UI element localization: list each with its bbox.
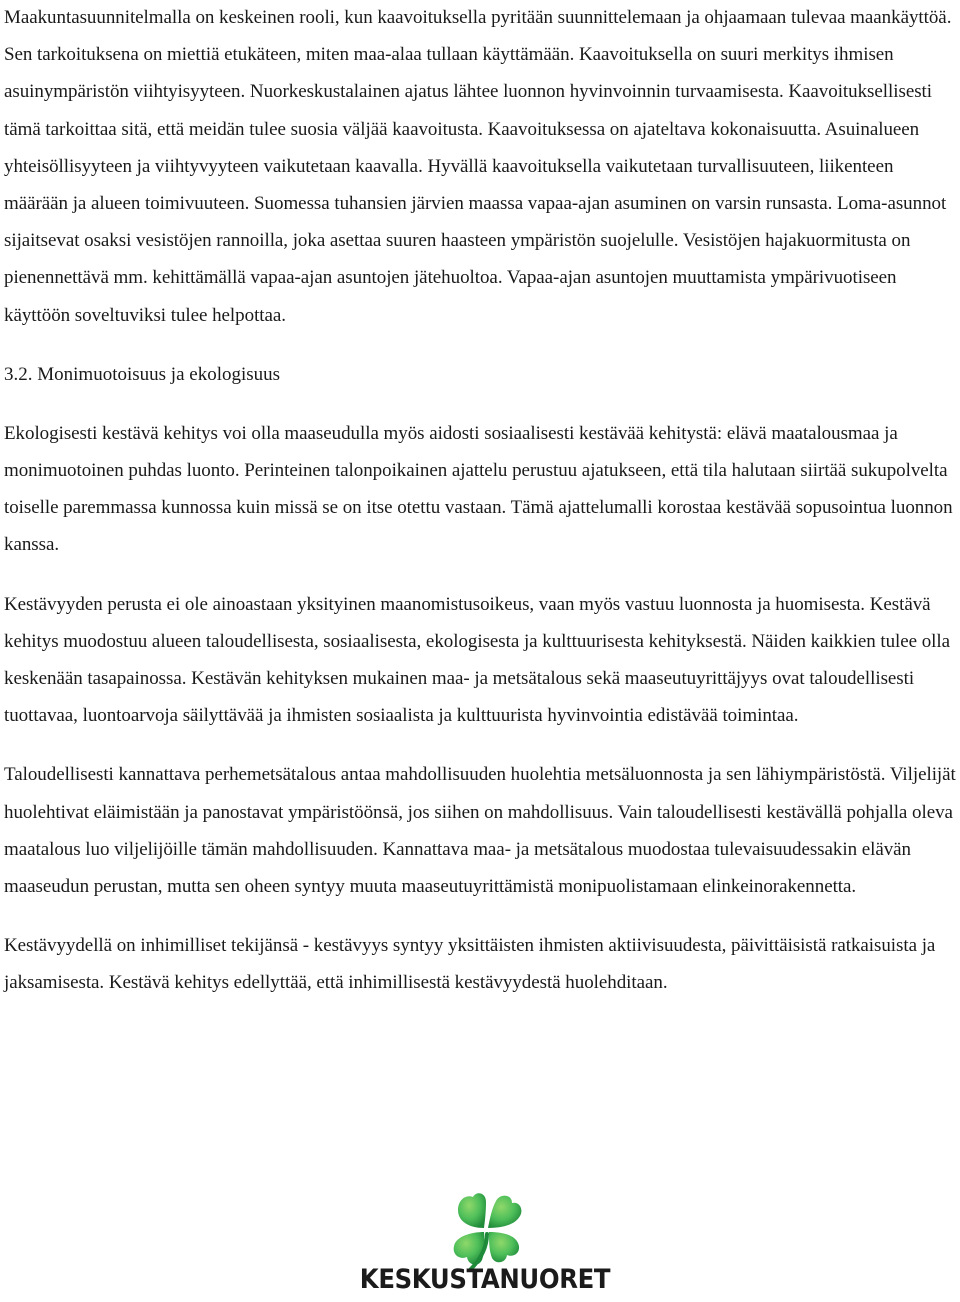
- four-leaf-clover-icon: [440, 1188, 532, 1272]
- paragraph-foundation-of-sustainability: Kestävyyden perusta ei ole ainoastaan yksityinen maanomistusoikeus, vaan myös vastuu luonnosta ja huomisesta. Kestävä kehitys muodostuu alueen taloudellisesta, sosiaalisesta, ekologisesta ja kulttuurisesta kehityksestä. Näiden kaikkien tulee olla keskenään tasapainossa. Kestävän kehityksen mukainen maa- ja metsätalous sekä maaseutuyrittäjyys ovat taloudellisesti tuottavaa, luontoarvoja säilyttävää ja ihmisten sosiaalista ja kulttuurista hyvinvointia edistävää toimintaa.: [4, 593, 951, 727]
- section-heading: 3.2. Monimuotoisuus ja ekologisuus: [4, 363, 281, 385]
- keskustanuoret-logo: [330, 1188, 640, 1298]
- paragraph-human-factors: Kestävyydellä on inhimilliset tekijänsä - kestävyys syntyy yksittäisten ihmisten aktiivisuudesta, päivittäisistä ratkaisuista ja jaksamisesta. Kestävä kehitys edellyttää, että inhimillisestä kestävyydestä huolehditaan.: [4, 935, 936, 994]
- logo-wordmark: KESKUSTANUORET: [359, 1264, 611, 1295]
- document-page: [4, 0, 958, 1002]
- paragraph-ecological-sustainability: Ekologisesti kestävä kehitys voi olla maaseudulla myös aidosti sosiaalisesti kestävää kehitystä: elävä maatalousmaa ja monimuotoinen puhdas luonto. Perinteinen talonpoikainen ajattelu perustuu ajatukseen, että tila halutaan siirtää sukupolvelta toiselle paremmassa kunnossa kuin missä se on itse otettu vastaan. Tämä ajattelumalli korostaa kestävää sopusointua luonnon kanssa.: [4, 422, 953, 556]
- paragraph-family-forestry: Taloudellisesti kannattava perhemetsätalous antaa mahdollisuuden huolehtia metsäluonnosta ja sen lähiympäristöstä. Viljelijät huolehtivat eläimistään ja panostavat ympäristöönsä, jos siihen on mahdollisuus. Vain taloudellisesti kestävällä pohjalla oleva maatalous luo viljelijöille tämän mahdollisuuden. Kannattava maa- ja metsätalous muodostaa tulevaisuudessakin elävän maaseudun perustan, mutta sen oheen syntyy muuta maaseutuyrittämistä monipuolistamaan elinkeinorakennetta.: [4, 764, 956, 898]
- paragraph-land-use-planning: Maakuntasuunnitelmalla on keskeinen rooli, kun kaavoituksella pyritään suunnittelemaan ja ohjaamaan tulevaa maankäyttöä. Sen tarkoituksena on miettiä etukäteen, miten maa-alaa tullaan käyttämään. Kaavoituksella on suuri merkitys ihmisen asuinympäristön viihtyisyyteen. Nuorkeskustalainen ajatus lähtee luonnon hyvinvoinnin turvaamisesta. Kaavoituksellisesti tämä tarkoittaa sitä, että meidän tulee suosia väljää kaavoitusta. Kaavoituksessa on ajateltava kokonaisuutta. Asuinalueen yhteisöllisyyteen ja viihtyvyyteen vaikutetaan kaavalla. Hyvällä kaavoituksella vaikutetaan turvallisuuteen, liikenteen määrään ja alueen toimivuuteen. Suomessa tuhansien järvien maassa vapaa-ajan asuminen on varsin runsasta. Loma-asunnot sijaitsevat osaksi vesistöjen rannoilla, joka asettaa suuren haasteen ympäristön suojelulle. Vesistöjen hajakuormitusta on pienennettävä mm. kehittämällä vapaa-ajan asuntojen jätehuoltoa. Vapaa-ajan asuntojen muuttamista ympärivuotiseen käyttöön soveltuviksi tulee helpottaa.: [4, 7, 952, 326]
